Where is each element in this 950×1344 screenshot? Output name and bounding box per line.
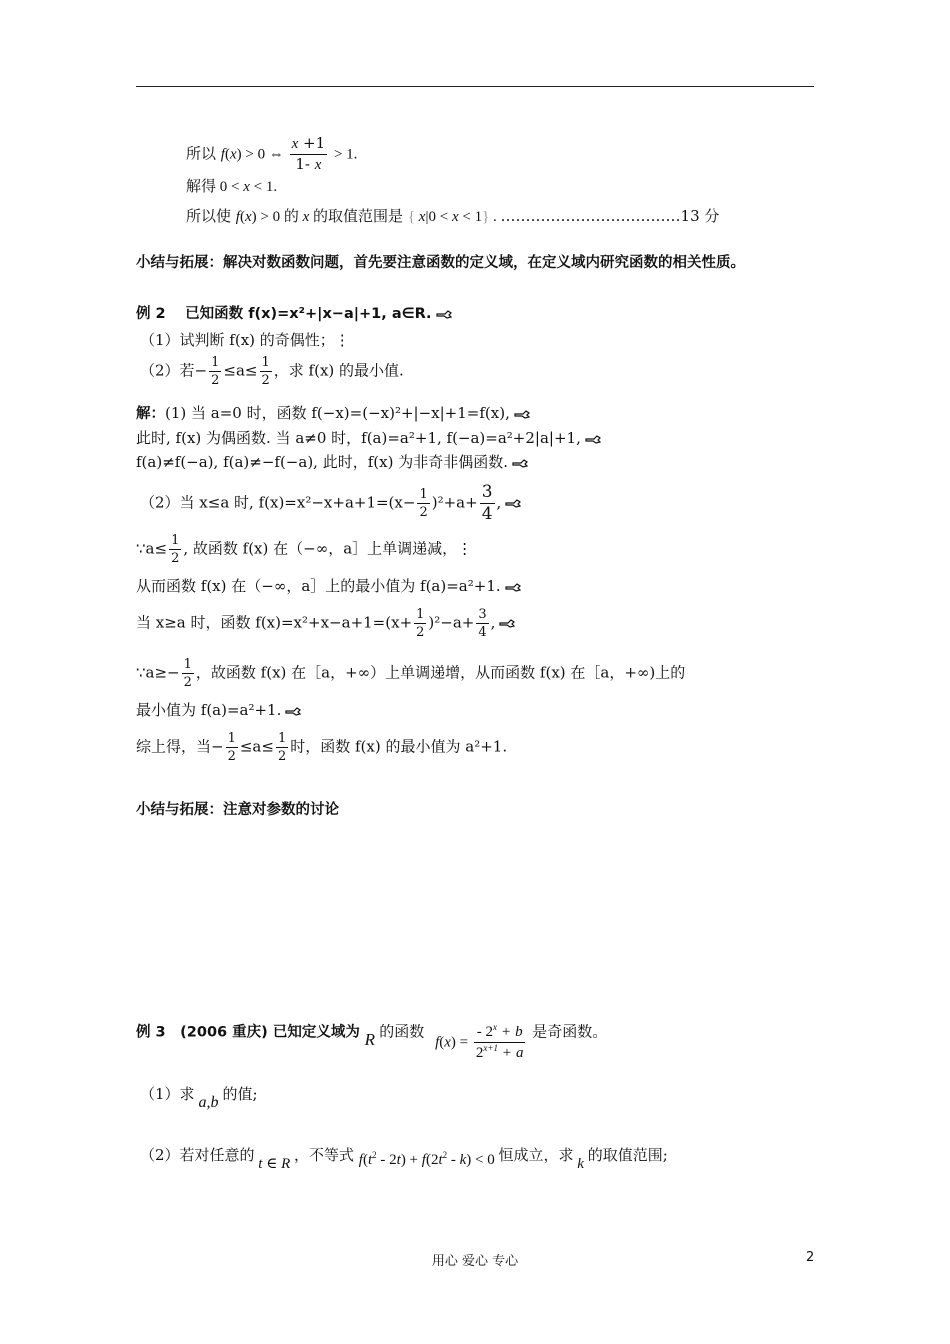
text: 解： xyxy=(136,406,165,422)
summary-1: 小结与拓展：解决对数函数问题，首先要注意函数的定义域，在定义域内研究函数的相关性质。 xyxy=(136,255,745,271)
fraction: $\frac{1}{2}$ xyxy=(211,355,220,388)
text: f(a)≠f(−a), f(a)≠−f(−a), 此时，f(x) 为非奇非偶函数. xyxy=(136,453,508,471)
text: 的函数 xyxy=(379,1022,425,1041)
text: （2）当 x≤a 时, f(x)=x²−x+a+1=(x− xyxy=(140,493,416,512)
example-3-title: 例 3 (2006 重庆) 已知定义域为 R 的函数 f(x) = $\frac{- 2^x + b}{2^{x+1} + a}$ 是奇函数。 xyxy=(136,1022,608,1061)
hand-pointer-icon xyxy=(514,410,530,419)
text: 解得 xyxy=(186,177,217,195)
text: 例 3 (2006 重庆) 已知定义域为 xyxy=(136,1024,360,1041)
text: （2）若− xyxy=(140,361,208,380)
solution-conclusion xyxy=(136,732,507,763)
text: ，故函数 f(x) 在［a，+∞）上单调递增，从而函数 f(x) 在［a，+∞)上的 xyxy=(195,663,686,682)
header-rule xyxy=(136,86,814,87)
text: 所以 xyxy=(186,144,217,163)
fraction: $\frac{1}{2}$ xyxy=(227,731,236,764)
solution-line-4: （2）当 x≤a 时, f(x)=x²−x+a+1=(x− $\frac{1}{2}$ )²+a+ $\frac{3}{4}$ , xyxy=(140,484,521,523)
fraction: $\frac{- 2^x + b}{2^{x+1} + a}$ xyxy=(475,1022,524,1061)
text: 的 xyxy=(283,207,299,225)
hand-pointer-icon xyxy=(499,619,515,628)
page-footer: 用心 爱心 专心 xyxy=(431,1254,519,1269)
text: 综上得，当− xyxy=(136,737,224,756)
example-3-q2: （2）若对任意的 t ∈ R ，不等式 $f(t^2 - 2t) + f(2t^2 - k) < 0$ 恒成立，求 k 的取值范围; xyxy=(140,1146,668,1172)
text: 恒成立，求 xyxy=(498,1146,574,1164)
text: ，求 f(x) 的最小值. xyxy=(273,361,404,380)
score-dots: ………………………………13 分 xyxy=(500,207,720,225)
text: ∵a≤ xyxy=(136,539,168,558)
example-3-q1: （1）求 a,b 的值; xyxy=(140,1085,258,1111)
text: )²+a+ xyxy=(431,493,478,512)
text: 当 x≥a 时，函数 f(x)=x²+x−a+1=(x+ xyxy=(136,613,413,632)
text: 的值; xyxy=(222,1085,258,1103)
text: (1) 当 a=0 时，函数 f(−x)=(−x)²+|−x|+1=f(x), xyxy=(165,404,510,422)
text: , 故函数 f(x) 在（−∞，a］上单调递减，⋮ xyxy=(183,539,473,558)
fraction: $\frac{1}{2}$ xyxy=(261,355,270,388)
solution-line-9 xyxy=(136,700,301,720)
summary-2: 小结与拓展：注意对参数的讨论 xyxy=(136,802,339,818)
text: 时，函数 f(x) 的最小值为 a²+1. xyxy=(290,737,508,756)
hand-pointer-icon xyxy=(285,707,301,716)
fraction: $\frac{1}{2}$ xyxy=(416,607,425,640)
text: 例 2 已知函数 f(x)=x²+|x−a|+1, a∈R. xyxy=(136,306,432,322)
text: ≤a≤ xyxy=(239,737,274,756)
fraction: $\frac{1}{2}$ xyxy=(277,731,287,764)
text: 最小值为 f(a)=a²+1. xyxy=(136,701,282,719)
solution-line-5 xyxy=(136,534,472,565)
hand-pointer-icon xyxy=(505,499,521,508)
text: 是奇函数。 xyxy=(532,1022,608,1041)
solution-line-8 xyxy=(136,658,685,689)
text: 所以使 xyxy=(186,207,232,225)
example-2-title xyxy=(136,303,452,324)
hand-pointer-icon xyxy=(585,435,601,444)
text: ，不等式 xyxy=(294,1146,355,1164)
fraction: $\frac{1}{2}$ xyxy=(419,487,428,520)
fraction: $\frac{3}{4}$ xyxy=(481,482,493,524)
text: （2）若对任意的 xyxy=(140,1146,255,1164)
fraction: $\frac{x +1}{1- x}$ xyxy=(291,134,326,173)
hand-pointer-icon xyxy=(512,459,528,468)
example-2-q2: （2）若− $\frac{1}{2}$ ≤a≤ $\frac{1}{2}$ ，求 f(x) 的最小值. xyxy=(140,355,404,388)
fraction: $\frac{3}{4}$ xyxy=(478,607,487,640)
line-solution: 解得 0 < x < 1. xyxy=(186,177,278,195)
example-2-q1: （1）试判断 f(x) 的奇偶性；⋮ xyxy=(140,331,350,349)
text: 此时, f(x) 为偶函数. 当 a≠0 时，f(a)=a²+1, f(−a)=a²+2|a|+1, xyxy=(136,429,581,447)
hand-pointer-icon xyxy=(505,583,521,592)
page-number: 2 xyxy=(806,1250,815,1265)
math: f xyxy=(220,146,225,163)
text: 的取值范围是 xyxy=(313,207,404,225)
solution-line-2 xyxy=(136,428,601,448)
text: ∵a≥− xyxy=(136,663,180,682)
fraction: $\frac{1}{2}$ xyxy=(171,533,180,566)
solution-line-6 xyxy=(136,576,521,596)
fraction: $\frac{1}{2}$ xyxy=(183,657,192,690)
line-range: 所以使 f(x) > 0 的 x 的取值范围是 { x|0 < x < 1} . ………………………………13 分 xyxy=(186,207,720,225)
solution-line-3 xyxy=(136,452,528,472)
solution-line-7: 当 x≥a 时，函数 f(x)=x²+x−a+1=(x+ $\frac{1}{2}$ )²−a+ $\frac{3}{4}$ , xyxy=(136,608,515,639)
text: （1）求 xyxy=(140,1085,195,1103)
text: )²−a+ xyxy=(428,613,475,632)
text: 从而函数 f(x) 在（−∞，a］上的最小值为 f(a)=a²+1. xyxy=(136,577,501,595)
solution-line-1 xyxy=(136,403,530,424)
hand-pointer-icon xyxy=(436,310,452,319)
text: 的取值范围; xyxy=(587,1146,668,1164)
line-equivalence: 所以 f(x) > 0 ⇔ $\frac{x +1}{1- x}$ > 1. xyxy=(186,134,358,173)
